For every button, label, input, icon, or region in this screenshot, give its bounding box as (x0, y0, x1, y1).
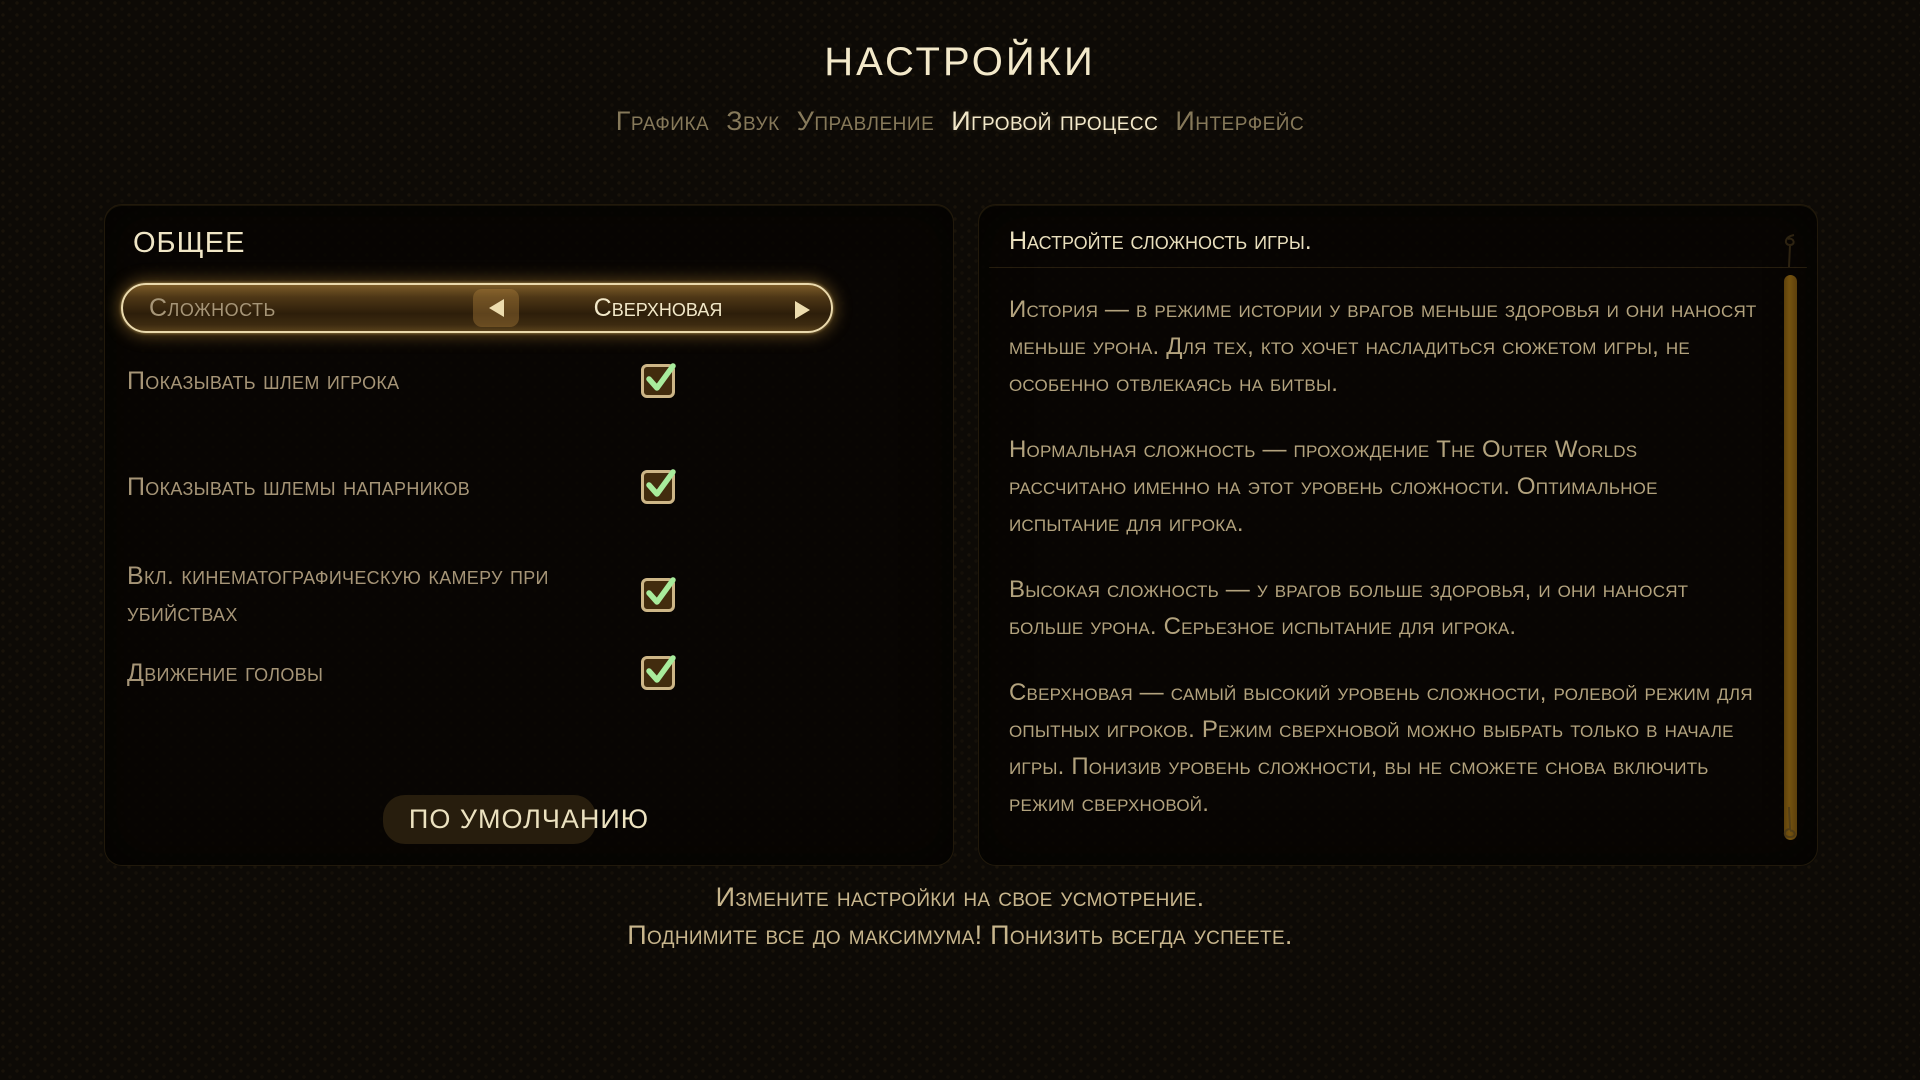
tab-gameplay[interactable]: Игровой процесс (951, 106, 1159, 136)
difficulty-description-supernova: Сверхновая — самый высокий уровень сложности, ролевой режим для опытных игроков. Режим сверхновой можно выбрать только в начале игры. Понизив уровень сложности, вы не сможете снова включить режим сверхновой. (1009, 679, 1753, 817)
section-title-general: ОБЩЕЕ (133, 227, 246, 259)
corner-curl-icon (1776, 233, 1802, 267)
default-button-container (105, 799, 953, 840)
checkmark-icon (645, 652, 677, 686)
header-divider (989, 267, 1807, 268)
difficulty-description-story: История — в режиме истории у врагов меньше здоровья и они наносят меньше урона. Для тех, кто хочет насладиться сюжетом игры, не особенно отвлекаясь на битвы. (1009, 296, 1757, 397)
difficulty-description-hard: Высокая сложность — у врагов больше здоровья, и они наносят больше урона. Серьезное испытание для игрока. (1009, 576, 1689, 640)
difficulty-description-normal: Нормальная сложность — прохождение The Outer Worlds рассчитано именно на этот уровень сложности. Оптимальное испытание для игрока. (1009, 436, 1658, 537)
option-row-show-player-helmet (127, 355, 675, 407)
tab-graphics[interactable]: Графика (615, 106, 710, 136)
difficulty-descriptions (1009, 291, 1757, 851)
difficulty-label: Сложность (149, 294, 276, 322)
difficulty-prev-button[interactable] (473, 289, 519, 327)
checkmark-icon (645, 466, 677, 500)
difficulty-value: Сверхновая (593, 294, 723, 322)
option-label: Показывать шлемы напарников (127, 472, 471, 501)
right-arrow-icon (795, 301, 810, 319)
page-title: НАСТРОЙКИ (824, 40, 1096, 84)
description-panel (978, 204, 1818, 866)
corner-curl-icon (1776, 807, 1802, 841)
show-companion-helmets-checkbox[interactable] (641, 470, 675, 504)
tab-interface[interactable]: Интерфейс (1175, 106, 1305, 136)
cinematic-kill-camera-checkbox[interactable] (641, 578, 675, 612)
tab-sound[interactable]: Звук (726, 106, 780, 136)
settings-tab-bar (0, 106, 1920, 137)
reset-defaults-label: ПО УМОЛЧАНИЮ (408, 804, 650, 834)
left-arrow-icon (489, 299, 504, 317)
reset-defaults-button[interactable] (399, 799, 659, 840)
footer-hint-line1: Измените настройки на свое усмотрение. (715, 882, 1205, 912)
description-scrollbar[interactable] (1784, 275, 1797, 840)
option-label: Вкл. кинематографическую камеру при убийствах (127, 562, 549, 627)
option-label: Показывать шлем игрока (127, 366, 400, 395)
head-bob-checkbox[interactable] (641, 656, 675, 690)
tab-controls[interactable]: Управление (796, 106, 935, 136)
checkmark-icon (645, 574, 677, 608)
checkmark-icon (645, 360, 677, 394)
option-row-cinematic-kill-camera (127, 551, 675, 639)
general-settings-panel (104, 204, 954, 866)
option-row-head-bob (127, 647, 675, 699)
show-player-helmet-checkbox[interactable] (641, 364, 675, 398)
difficulty-setting-row[interactable] (121, 283, 833, 333)
option-label: Движение головы (127, 658, 324, 687)
difficulty-next-button[interactable] (795, 301, 810, 319)
footer-hint-line2: Поднимите все до максимума! Понизить всегда успеете. (627, 920, 1293, 950)
description-header: Настройте сложность игры. (1009, 227, 1312, 255)
option-row-show-companion-helmets (127, 443, 675, 531)
